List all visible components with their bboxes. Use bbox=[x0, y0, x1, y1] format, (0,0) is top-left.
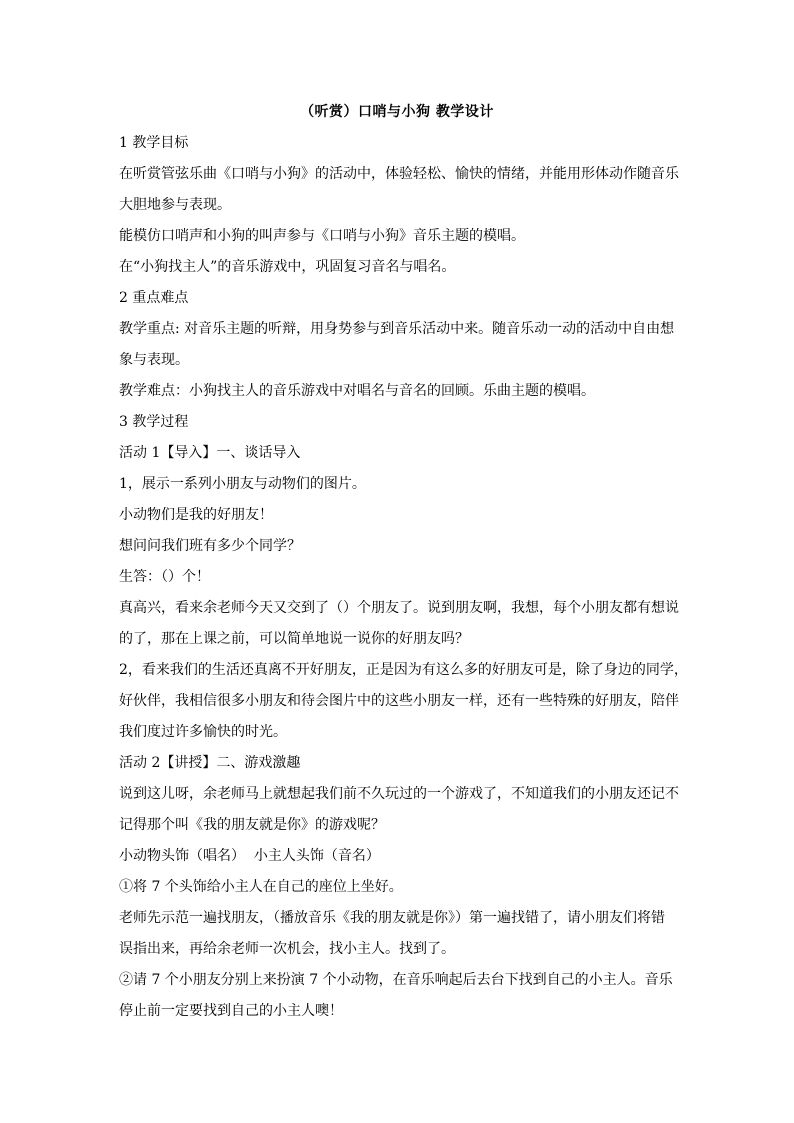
paragraph bbox=[119, 376, 679, 407]
paragraph bbox=[119, 469, 679, 500]
paragraph bbox=[119, 314, 679, 376]
paragraph bbox=[119, 500, 679, 531]
paragraph bbox=[119, 562, 679, 593]
paragraph bbox=[119, 779, 679, 841]
paragraph bbox=[119, 655, 688, 748]
text-line: 教学重点: 对音乐主题的听辩，用身势参与到音乐活动中来。随音乐动一动的活动中自由想 bbox=[119, 321, 675, 337]
document-title: （听赏）口哨与小狗 教学设计 bbox=[300, 104, 494, 120]
text-line: 小动物头饰（唱名） 小主人头饰（音名） bbox=[119, 848, 380, 864]
paragraph bbox=[119, 872, 679, 903]
section-heading bbox=[119, 128, 679, 159]
paragraph bbox=[119, 438, 679, 469]
text-line: 好伙伴，我相信很多小朋友和待会图片中的这些小朋友一样，还有一些特殊的好朋友，陪伴 bbox=[119, 693, 679, 709]
text-line: 1 教学目标 bbox=[119, 135, 189, 151]
text-line: 大胆地参与表现。 bbox=[119, 197, 231, 213]
text-line: 真高兴，看来余老师今天又交到了（）个朋友了。说到朋友啊，我想，每个小朋友都有想说 bbox=[119, 600, 679, 616]
text-line: 1，展示一系列小朋友与动物们的图片。 bbox=[119, 476, 366, 492]
text-line: 3 教学过程 bbox=[119, 414, 189, 430]
text-line: 停止前一定要找到自己的小主人噢！ bbox=[119, 1003, 343, 1019]
text-line: 我们度过许多愉快的时光。 bbox=[119, 724, 287, 740]
text-line: ①将 7 个头饰给小主人在自己的座位上坐好。 bbox=[119, 879, 403, 895]
text-line: 能模仿口哨声和小狗的叫声参与《口哨与小狗》音乐主题的模唱。 bbox=[119, 228, 525, 244]
text-line: 2 重点难点 bbox=[119, 290, 189, 306]
text-line: ②请 7 个小朋友分别上来扮演 7 个小动物，在音乐响起后去台下找到自己的小主人。音乐 bbox=[119, 972, 673, 988]
text-line: 在“小狗找主人”的音乐游戏中，巩固复习音名与唱名。 bbox=[119, 259, 456, 275]
paragraph bbox=[119, 252, 679, 283]
text-line: 2，看来我们的生活还真离不开好朋友，正是因为有这么多的好朋友可是，除了身边的同学， bbox=[119, 662, 688, 678]
paragraph bbox=[119, 531, 679, 562]
text-line: 活动 1【导入】一、谈话导入 bbox=[119, 445, 301, 461]
text-line: 教学难点：小狗找主人的音乐游戏中对唱名与音名的回顾。乐曲主题的模唱。 bbox=[119, 383, 595, 399]
paragraph bbox=[119, 965, 679, 1027]
paragraph bbox=[119, 748, 679, 779]
document-body bbox=[119, 128, 688, 1027]
text-line: 说到这儿呀，余老师马上就想起我们前不久玩过的一个游戏了，不知道我们的小朋友还记不 bbox=[119, 786, 679, 802]
text-line: 记得那个叫《我的朋友就是你》的游戏呢？ bbox=[119, 817, 385, 833]
text-line: 在听赏管弦乐曲《口哨与小狗》的活动中，体验轻松、愉快的情绪，并能用形体动作随音乐 bbox=[119, 166, 679, 182]
paragraph bbox=[119, 221, 679, 252]
text-line: 活动 2【讲授】二、游戏激趣 bbox=[119, 755, 301, 771]
text-line: 的了，那在上课之前，可以简单地说一说你的好朋友吗？ bbox=[119, 631, 469, 647]
text-line: 象与表现。 bbox=[119, 352, 189, 368]
text-line: 生答：（）个！ bbox=[119, 569, 210, 585]
paragraph bbox=[119, 593, 679, 655]
paragraph bbox=[119, 841, 679, 872]
section-heading bbox=[119, 407, 679, 438]
section-heading bbox=[119, 283, 679, 314]
text-line: 老师先示范一遍找朋友，（播放音乐《我的朋友就是你》）第一遍找错了，请小朋友们将错 bbox=[119, 910, 665, 926]
paragraph bbox=[119, 159, 679, 221]
text-line: 误指出来，再给余老师一次机会，找小主人。找到了。 bbox=[119, 941, 455, 957]
text-line: 想问问我们班有多少个同学？ bbox=[119, 538, 301, 554]
paragraph bbox=[119, 903, 679, 965]
text-line: 小动物们是我的好朋友！ bbox=[119, 507, 273, 523]
